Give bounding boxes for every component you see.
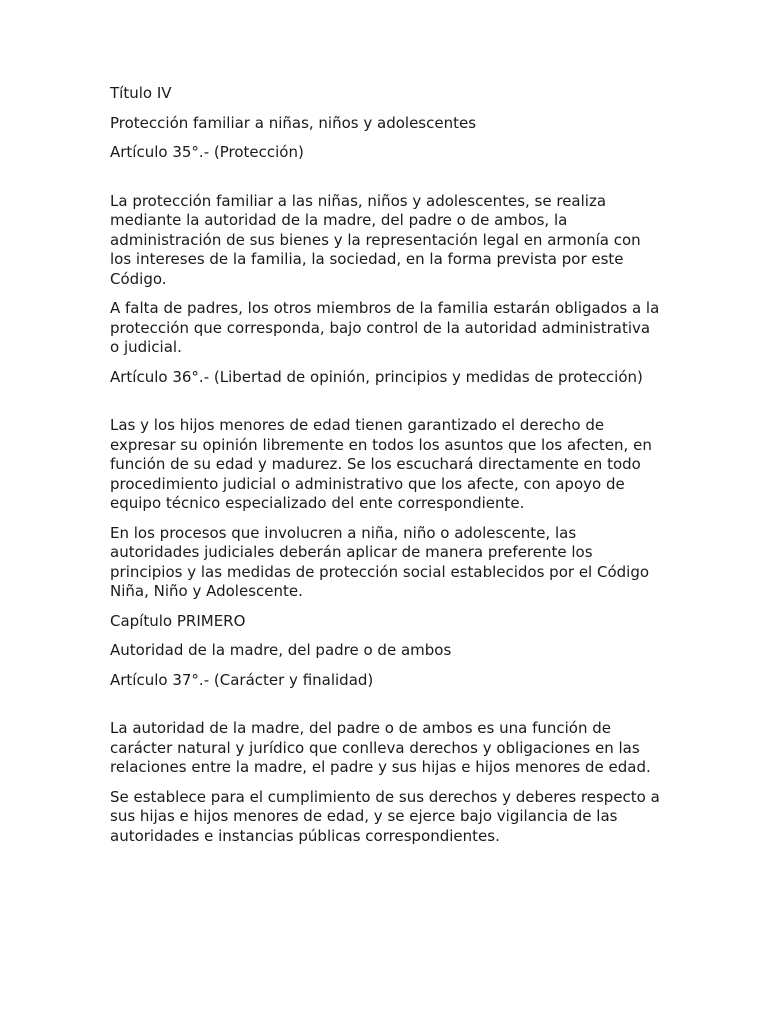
article-36-paragraph-2: En los procesos que involucren a niña, niño o adolescente, las autoridades judiciales deberán aplicar de manera preferente los principios y las medidas de protección social establecidos por el Código Niña, Niño y Adolescente. [110,523,650,600]
article-35-heading: Artículo 35°.- (Protección) [110,143,304,161]
article-36-heading: Artículo 36°.- (Libertad de opinión, principios y medidas de protección) [110,367,643,386]
chapter-heading: Capítulo PRIMERO [110,611,246,630]
chapter-subheading: Autoridad de la madre, del padre o de ambos [110,641,452,659]
title-heading: Título IV [110,84,172,102]
document-body [110,84,662,856]
article-35-paragraph-2: A falta de padres, los otros miembros de la familia estarán obligados a la protección que corresponda, bajo control de la autoridad administrativa o judicial. [110,299,660,356]
article-37-paragraph-1: La autoridad de la madre, del padre o de ambos es una función de carácter natural y jurídico que conlleva derechos y obligaciones en las relaciones entre la madre, el padre y sus hijas e hijos menores de edad. [110,719,651,776]
article-36-paragraph-1: Las y los hijos menores de edad tienen garantizado el derecho de expresar su opinión libremente en todos los asuntos que los afecten, en función de su edad y madurez. Se los escuchará directamente en todo procedimiento judicial o administrativo que los afecte, con apoyo de equipo técnico especializado del ente correspondiente. [110,416,652,512]
title-subheading: Protección familiar a niñas, niños y adolescentes [110,113,477,132]
article-35-paragraph-1: La protección familiar a las niñas, niños y adolescentes, se realiza mediante la autoridad de la madre, del padre o de ambos, la administración de sus bienes y la representación legal en armonía con los intereses de la familia, la sociedad, en la forma prevista por este Código. [110,191,641,288]
article-37-heading: Artículo 37°.- (Carácter y finalidad) [110,670,374,689]
article-37-paragraph-2: Se establece para el cumplimiento de sus derechos y deberes respecto a sus hijas e hijos menores de edad, y se ejerce bajo vigilancia de las autoridades e instancias públicas correspondientes. [110,787,660,845]
